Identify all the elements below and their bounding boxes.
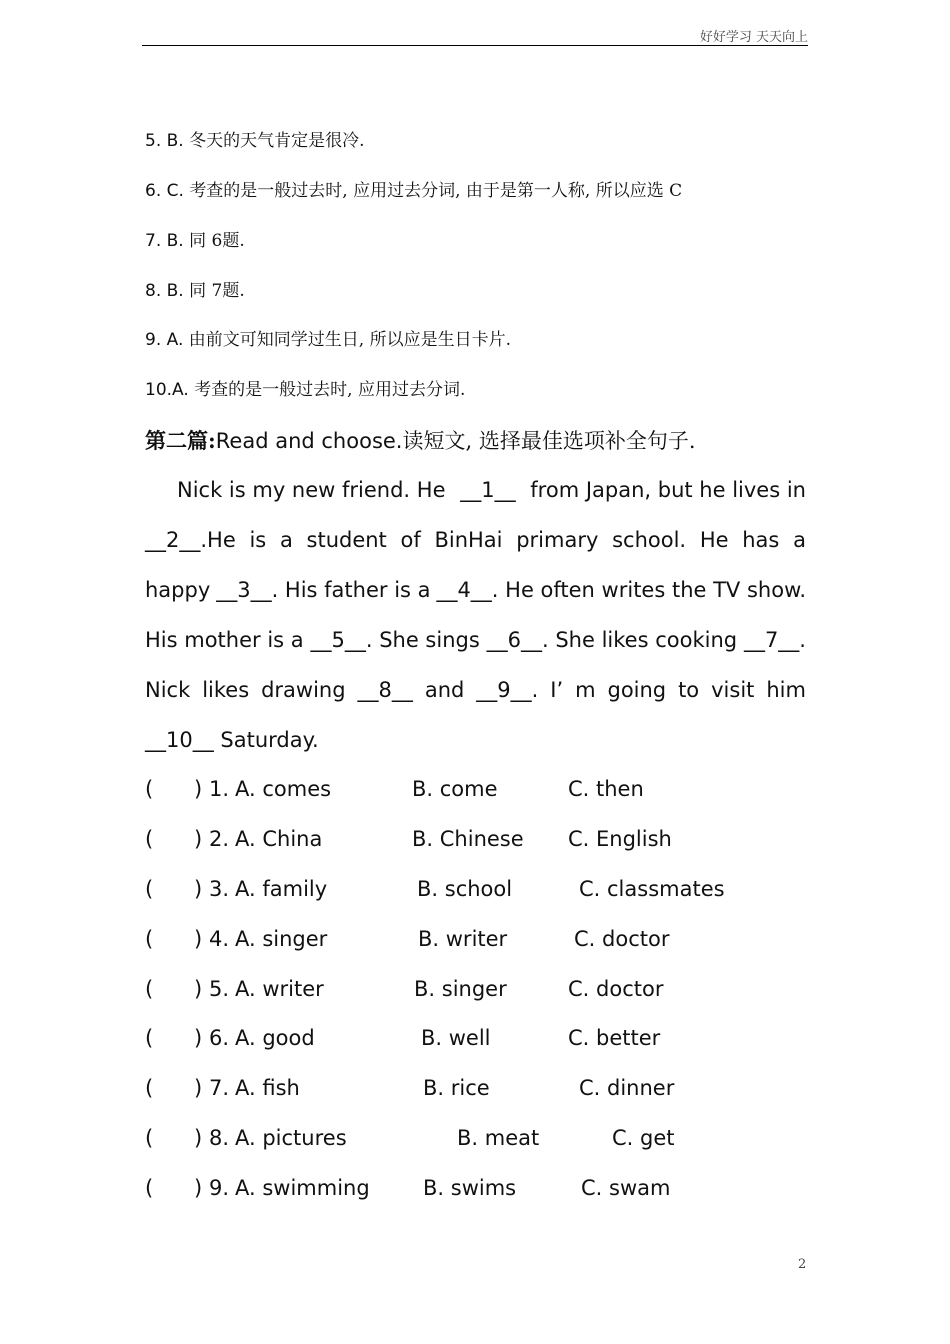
option-c: C. doctor [568,977,664,1001]
word: him [766,678,806,702]
blank-4: __4__. He often writes the TV show. [436,578,806,602]
answer-paren-open: ( [145,877,154,901]
answer-number: 9. A. [145,330,184,350]
answer-paren-open: ( [145,1176,154,1200]
answer-paren-open: ( [145,777,154,801]
option-a: A. swimming [235,1176,370,1200]
question-number: 3. [209,877,230,901]
option-b: B. singer [414,977,507,1001]
word: BinHai [434,528,503,552]
word: has [742,528,780,552]
option-b: B. meat [457,1126,540,1150]
blank-7: __7__. [743,628,806,652]
answer-paren-open: ( [145,827,154,851]
word: visit [711,678,755,702]
answer-text: 同 6题. [189,231,245,251]
option-b: B. school [417,877,513,901]
option-c: C. better [568,1026,661,1050]
question-number: 1. [209,777,230,801]
word: happy [145,578,211,602]
answer-text: 冬天的天气肯定是很冷. [189,131,365,151]
answer-line [145,379,465,401]
option-a: A. family [235,877,328,901]
option-b: B. writer [418,927,508,951]
answer-paren-open: ( [145,1026,154,1050]
option-c: C. doctor [574,927,670,951]
section-label: 第二篇: [145,428,216,453]
option-b: B. Chinese [412,827,524,851]
answer-line [145,130,365,152]
section-instruction-cn: 读短文, 选择最佳选项补全句子. [402,429,696,453]
word: is [249,528,267,552]
passage-text: His mother is a [145,628,304,652]
word: of [400,528,421,552]
blank-10: __10__ [145,728,214,752]
option-c: C. get [612,1126,675,1150]
answer-number: 6. C. [145,181,184,201]
header-rule [142,45,808,46]
option-c: C. classmates [579,877,725,901]
option-c: C. dinner [579,1076,675,1100]
page-header: 好好学习 天天向上 [699,30,808,45]
answer-number: 7. B. [145,231,184,251]
answer-paren-close: ) [194,977,203,1001]
option-b: B. rice [423,1076,490,1100]
question-number: 4. [209,927,230,951]
answer-line [145,329,511,351]
option-b: B. come [412,777,498,801]
blank-2: __2__.He [145,528,236,552]
option-a: A. comes [235,777,332,801]
option-b: B. well [421,1026,491,1050]
answer-paren-open: ( [145,927,154,951]
question-number: 5. [209,977,230,1001]
word: m [575,678,596,702]
answer-paren-open: ( [145,977,154,1001]
word: to [678,678,700,702]
word: going [607,678,667,702]
word: student [306,528,387,552]
passage-text: Nick is my new friend. He [177,478,446,502]
blank-3: __3__. His father is a [216,578,431,602]
passage-line [145,727,806,753]
answer-paren-close: ) [194,1026,203,1050]
answer-text: 由前文可知同学过生日, 所以应是生日卡片. [188,330,511,350]
word: school. [612,528,687,552]
blank-5: __5__. She sings [310,628,480,652]
option-a: A. writer [235,977,324,1001]
answer-paren-close: ) [194,1076,203,1100]
passage-text: from Japan, but he lives in [530,478,806,502]
answer-paren-open: ( [145,1076,154,1100]
word: likes [202,678,250,702]
word: He [699,528,729,552]
option-c: C. English [568,827,672,851]
answer-line [145,280,245,302]
answer-number: 8. B. [145,281,184,301]
word: a [279,528,293,552]
passage-line [145,477,806,503]
word: Saturday. [220,728,319,752]
blank-8: __8__ [357,678,413,702]
section-instruction-en: Read and choose. [215,429,403,453]
answer-paren-open: ( [145,1126,154,1150]
answer-paren-close: ) [194,1176,203,1200]
answer-text: 考查的是一般过去时, 应用过去分词. [194,380,466,400]
answer-paren-close: ) [194,927,203,951]
answer-number: 5. B. [145,131,184,151]
question-number: 9. [209,1176,230,1200]
question-number: 2. [209,827,230,851]
answer-line [145,230,245,252]
word: and [424,678,465,702]
answer-text: 考查的是一般过去时, 应用过去分词, 由于是第一人称, 所以应选 C [189,181,683,201]
question-number: 8. [209,1126,230,1150]
word: primary [516,528,599,552]
word: I’ [550,678,564,702]
question-number: 7. [209,1076,230,1100]
answer-paren-close: ) [194,877,203,901]
answer-text: 同 7题. [189,281,245,301]
blank-6: __6__. She likes cooking [486,628,738,652]
option-b: B. swims [423,1176,517,1200]
option-a: A. fish [235,1076,300,1100]
question-number: 6. [209,1026,230,1050]
option-c: C. swam [581,1176,671,1200]
option-a: A. good [235,1026,315,1050]
word: Nick [145,678,191,702]
blank-9: __9__. [476,678,539,702]
page-number: 2 [798,1257,807,1272]
word: a [793,528,806,552]
section-title [145,428,696,454]
answer-paren-close: ) [194,827,203,851]
passage-line [145,677,806,703]
answer-line [145,180,682,202]
option-a: A. pictures [235,1126,347,1150]
answer-paren-close: ) [194,1126,203,1150]
word: drawing [261,678,346,702]
blank-1: __1__ [460,478,516,502]
answer-paren-close: ) [194,777,203,801]
option-c: C. then [568,777,644,801]
option-a: A. singer [235,927,328,951]
answer-number: 10.A. [145,380,189,400]
passage-line [145,627,806,653]
passage-line [145,577,806,603]
passage-line [145,527,806,553]
option-a: A. China [235,827,323,851]
